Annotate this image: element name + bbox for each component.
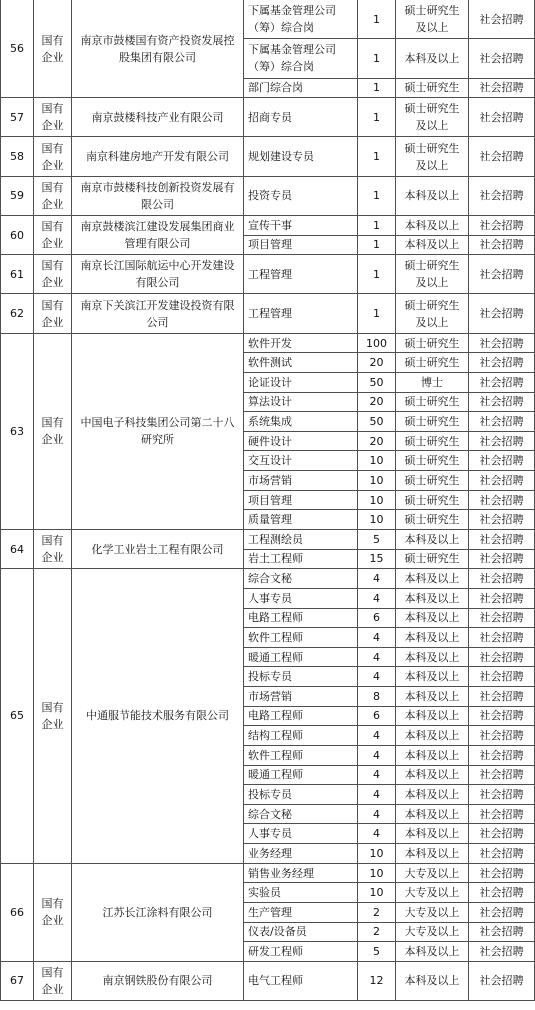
job-count: 10 bbox=[358, 471, 396, 491]
row-number: 56 bbox=[0, 0, 34, 98]
job-title: 电路工程师 bbox=[244, 609, 358, 629]
row-number: 64 bbox=[0, 530, 34, 569]
education-requirement: 本科及以上 bbox=[396, 844, 469, 864]
job-title: 宣传干事 bbox=[244, 216, 358, 236]
job-count: 1 bbox=[358, 236, 396, 256]
education-requirement: 大专及以上 bbox=[396, 864, 469, 884]
job-title: 人事专员 bbox=[244, 589, 358, 609]
education-requirement: 博士 bbox=[396, 373, 469, 393]
job-count: 10 bbox=[358, 883, 396, 903]
education-requirement: 本科及以上 bbox=[396, 589, 469, 609]
recruitment-mode: 社会招聘 bbox=[469, 864, 535, 884]
recruitment-mode: 社会招聘 bbox=[469, 510, 535, 530]
recruitment-mode: 社会招聘 bbox=[469, 687, 535, 707]
education-requirement: 本科及以上 bbox=[396, 726, 469, 746]
education-requirement: 本科及以上 bbox=[396, 648, 469, 668]
recruitment-mode: 社会招聘 bbox=[469, 79, 535, 99]
education-requirement: 本科及以上 bbox=[396, 942, 469, 962]
job-title: 岩土工程师 bbox=[244, 550, 358, 570]
job-title: 投标专员 bbox=[244, 785, 358, 805]
education-requirement: 硕士研究生 bbox=[396, 451, 469, 471]
education-requirement: 硕士研究生 bbox=[396, 471, 469, 491]
education-requirement: 硕士研究生 及以上 bbox=[396, 98, 469, 137]
enterprise-type: 国有 企业 bbox=[34, 334, 72, 530]
education-requirement: 硕士研究生 bbox=[396, 353, 469, 373]
job-title: 硬件设计 bbox=[244, 432, 358, 452]
job-title: 实验员 bbox=[244, 883, 358, 903]
recruitment-mode: 社会招聘 bbox=[469, 98, 535, 137]
recruitment-mode: 社会招聘 bbox=[469, 589, 535, 609]
recruitment-mode: 社会招聘 bbox=[469, 334, 535, 354]
job-count: 1 bbox=[358, 79, 396, 99]
job-title: 工程管理 bbox=[244, 294, 358, 333]
education-requirement: 本科及以上 bbox=[396, 39, 469, 78]
job-count: 6 bbox=[358, 609, 396, 629]
recruitment-mode: 社会招聘 bbox=[469, 628, 535, 648]
job-count: 8 bbox=[358, 687, 396, 707]
job-title: 招商专员 bbox=[244, 98, 358, 137]
job-count: 4 bbox=[358, 628, 396, 648]
education-requirement: 硕士研究生 bbox=[396, 393, 469, 413]
job-title: 论证设计 bbox=[244, 373, 358, 393]
recruitment-mode: 社会招聘 bbox=[469, 883, 535, 903]
job-title: 质量管理 bbox=[244, 510, 358, 530]
job-title: 市场营销 bbox=[244, 687, 358, 707]
company-name: 江苏长江涂料有限公司 bbox=[72, 864, 244, 962]
enterprise-type: 国有 企业 bbox=[34, 569, 72, 863]
recruitment-mode: 社会招聘 bbox=[469, 824, 535, 844]
job-count: 4 bbox=[358, 766, 396, 786]
job-title: 规划建设专员 bbox=[244, 137, 358, 176]
job-title: 下属基金管理公司 （筹）综合岗 bbox=[244, 39, 358, 78]
enterprise-type: 国有 企业 bbox=[34, 137, 72, 176]
recruitment-mode: 社会招聘 bbox=[469, 137, 535, 176]
enterprise-type: 国有 企业 bbox=[34, 216, 72, 255]
job-count: 4 bbox=[358, 746, 396, 766]
recruitment-mode: 社会招聘 bbox=[469, 491, 535, 511]
job-title: 工程测绘员 bbox=[244, 530, 358, 550]
row-number: 66 bbox=[0, 864, 34, 962]
row-number: 63 bbox=[0, 334, 34, 530]
job-count: 1 bbox=[358, 98, 396, 137]
job-count: 20 bbox=[358, 353, 396, 373]
recruitment-mode: 社会招聘 bbox=[469, 412, 535, 432]
recruitment-mode: 社会招聘 bbox=[469, 667, 535, 687]
job-count: 4 bbox=[358, 824, 396, 844]
recruitment-mode: 社会招聘 bbox=[469, 471, 535, 491]
job-count: 10 bbox=[358, 864, 396, 884]
row-number: 65 bbox=[0, 569, 34, 863]
recruitment-mode: 社会招聘 bbox=[469, 707, 535, 727]
job-title: 人事专员 bbox=[244, 824, 358, 844]
job-count: 1 bbox=[358, 216, 396, 236]
recruitment-mode: 社会招聘 bbox=[469, 550, 535, 570]
job-title: 市场营销 bbox=[244, 471, 358, 491]
company-name: 南京下关滨江开发建设投资有限 公司 bbox=[72, 294, 244, 333]
job-title: 电路工程师 bbox=[244, 707, 358, 727]
job-count: 1 bbox=[358, 0, 396, 39]
job-title: 算法设计 bbox=[244, 393, 358, 413]
education-requirement: 本科及以上 bbox=[396, 687, 469, 707]
education-requirement: 本科及以上 bbox=[396, 707, 469, 727]
job-count: 4 bbox=[358, 785, 396, 805]
recruitment-mode: 社会招聘 bbox=[469, 451, 535, 471]
recruitment-mode: 社会招聘 bbox=[469, 903, 535, 923]
row-number: 58 bbox=[0, 137, 34, 176]
enterprise-type: 国有 企业 bbox=[34, 0, 72, 98]
recruitment-mode: 社会招聘 bbox=[469, 177, 535, 216]
job-title: 工程管理 bbox=[244, 255, 358, 294]
recruitment-mode: 社会招聘 bbox=[469, 373, 535, 393]
education-requirement: 硕士研究生 bbox=[396, 550, 469, 570]
recruitment-mode: 社会招聘 bbox=[469, 432, 535, 452]
job-count: 2 bbox=[358, 923, 396, 943]
job-title: 暖通工程师 bbox=[244, 648, 358, 668]
enterprise-type: 国有 企业 bbox=[34, 962, 72, 1001]
recruitment-mode: 社会招聘 bbox=[469, 923, 535, 943]
job-count: 20 bbox=[358, 393, 396, 413]
job-title: 软件测试 bbox=[244, 353, 358, 373]
company-name: 南京市鼓楼国有资产投资发展控 股集团有限公司 bbox=[72, 0, 244, 98]
job-count: 5 bbox=[358, 942, 396, 962]
job-count: 50 bbox=[358, 412, 396, 432]
education-requirement: 本科及以上 bbox=[396, 628, 469, 648]
job-count: 100 bbox=[358, 334, 396, 354]
row-number: 60 bbox=[0, 216, 34, 255]
education-requirement: 硕士研究生 bbox=[396, 334, 469, 354]
education-requirement: 本科及以上 bbox=[396, 216, 469, 236]
education-requirement: 本科及以上 bbox=[396, 785, 469, 805]
education-requirement: 本科及以上 bbox=[396, 667, 469, 687]
education-requirement: 本科及以上 bbox=[396, 236, 469, 256]
job-title: 投标专员 bbox=[244, 667, 358, 687]
job-count: 10 bbox=[358, 844, 396, 864]
education-requirement: 大专及以上 bbox=[396, 923, 469, 943]
enterprise-type: 国有 企业 bbox=[34, 98, 72, 137]
company-name: 化学工业岩土工程有限公司 bbox=[72, 530, 244, 569]
job-count: 1 bbox=[358, 137, 396, 176]
job-title: 暖通工程师 bbox=[244, 766, 358, 786]
education-requirement: 硕士研究生 bbox=[396, 491, 469, 511]
enterprise-type: 国有 企业 bbox=[34, 294, 72, 333]
education-requirement: 本科及以上 bbox=[396, 609, 469, 629]
job-title: 业务经理 bbox=[244, 844, 358, 864]
row-number: 59 bbox=[0, 177, 34, 216]
job-count: 1 bbox=[358, 39, 396, 78]
recruitment-mode: 社会招聘 bbox=[469, 393, 535, 413]
company-name: 南京鼓楼科技产业有限公司 bbox=[72, 98, 244, 137]
job-count: 10 bbox=[358, 491, 396, 511]
recruitment-mode: 社会招聘 bbox=[469, 766, 535, 786]
job-title: 项目管理 bbox=[244, 236, 358, 256]
recruitment-mode: 社会招聘 bbox=[469, 216, 535, 236]
education-requirement: 本科及以上 bbox=[396, 962, 469, 1001]
recruitment-mode: 社会招聘 bbox=[469, 942, 535, 962]
recruitment-mode: 社会招聘 bbox=[469, 236, 535, 256]
enterprise-type: 国有 企业 bbox=[34, 864, 72, 962]
job-title: 综合文秘 bbox=[244, 805, 358, 825]
recruitment-mode: 社会招聘 bbox=[469, 255, 535, 294]
education-requirement: 本科及以上 bbox=[396, 824, 469, 844]
education-requirement: 本科及以上 bbox=[396, 766, 469, 786]
job-count: 4 bbox=[358, 805, 396, 825]
company-name: 南京钢铁股份有限公司 bbox=[72, 962, 244, 1001]
job-count: 2 bbox=[358, 903, 396, 923]
job-title: 部门综合岗 bbox=[244, 79, 358, 99]
recruitment-mode: 社会招聘 bbox=[469, 609, 535, 629]
education-requirement: 大专及以上 bbox=[396, 883, 469, 903]
job-count: 4 bbox=[358, 726, 396, 746]
recruitment-mode: 社会招聘 bbox=[469, 726, 535, 746]
recruitment-mode: 社会招聘 bbox=[469, 530, 535, 550]
job-count: 4 bbox=[358, 667, 396, 687]
education-requirement: 硕士研究生 bbox=[396, 432, 469, 452]
job-title: 投资专员 bbox=[244, 177, 358, 216]
job-count: 1 bbox=[358, 294, 396, 333]
job-title: 仪表/设备员 bbox=[244, 923, 358, 943]
job-count: 12 bbox=[358, 962, 396, 1001]
education-requirement: 本科及以上 bbox=[396, 530, 469, 550]
company-name: 南京市鼓楼科技创新投资发展有 限公司 bbox=[72, 177, 244, 216]
education-requirement: 硕士研究生 bbox=[396, 412, 469, 432]
job-title: 项目管理 bbox=[244, 491, 358, 511]
company-name: 南京科建房地产开发有限公司 bbox=[72, 137, 244, 176]
education-requirement: 硕士研究生 及以上 bbox=[396, 0, 469, 39]
job-title: 软件工程师 bbox=[244, 628, 358, 648]
job-title: 生产管理 bbox=[244, 903, 358, 923]
job-count: 1 bbox=[358, 177, 396, 216]
recruitment-mode: 社会招聘 bbox=[469, 648, 535, 668]
education-requirement: 硕士研究生 及以上 bbox=[396, 294, 469, 333]
row-number: 57 bbox=[0, 98, 34, 137]
job-title: 软件开发 bbox=[244, 334, 358, 354]
job-count: 6 bbox=[358, 707, 396, 727]
job-title: 下属基金管理公司 （筹）综合岗 bbox=[244, 0, 358, 39]
education-requirement: 大专及以上 bbox=[396, 903, 469, 923]
recruitment-mode: 社会招聘 bbox=[469, 569, 535, 589]
row-number: 67 bbox=[0, 962, 34, 1001]
job-count: 10 bbox=[358, 510, 396, 530]
job-title: 研发工程师 bbox=[244, 942, 358, 962]
company-name: 中通服节能技术服务有限公司 bbox=[72, 569, 244, 863]
job-title: 系统集成 bbox=[244, 412, 358, 432]
recruitment-mode: 社会招聘 bbox=[469, 785, 535, 805]
enterprise-type: 国有 企业 bbox=[34, 530, 72, 569]
job-count: 1 bbox=[358, 255, 396, 294]
recruitment-mode: 社会招聘 bbox=[469, 844, 535, 864]
row-number: 61 bbox=[0, 255, 34, 294]
company-name: 中国电子科技集团公司第二十八 研究所 bbox=[72, 334, 244, 530]
recruitment-mode: 社会招聘 bbox=[469, 353, 535, 373]
recruitment-mode: 社会招聘 bbox=[469, 962, 535, 1001]
education-requirement: 本科及以上 bbox=[396, 746, 469, 766]
job-count: 4 bbox=[358, 569, 396, 589]
job-title: 销售业务经理 bbox=[244, 864, 358, 884]
recruitment-mode: 社会招聘 bbox=[469, 0, 535, 39]
job-count: 5 bbox=[358, 530, 396, 550]
job-title: 电气工程师 bbox=[244, 962, 358, 1001]
job-title: 综合文秘 bbox=[244, 569, 358, 589]
job-count: 4 bbox=[358, 648, 396, 668]
education-requirement: 硕士研究生 bbox=[396, 79, 469, 99]
job-count: 15 bbox=[358, 550, 396, 570]
education-requirement: 本科及以上 bbox=[396, 569, 469, 589]
recruitment-mode: 社会招聘 bbox=[469, 294, 535, 333]
job-title: 交互设计 bbox=[244, 451, 358, 471]
row-number: 62 bbox=[0, 294, 34, 333]
company-name: 南京鼓楼滨江建设发展集团商业 管理有限公司 bbox=[72, 216, 244, 255]
education-requirement: 硕士研究生 及以上 bbox=[396, 255, 469, 294]
recruitment-mode: 社会招聘 bbox=[469, 39, 535, 78]
job-count: 4 bbox=[358, 589, 396, 609]
enterprise-type: 国有 企业 bbox=[34, 177, 72, 216]
job-title: 结构工程师 bbox=[244, 726, 358, 746]
education-requirement: 硕士研究生 及以上 bbox=[396, 137, 469, 176]
company-name: 南京长江国际航运中心开发建设 有限公司 bbox=[72, 255, 244, 294]
education-requirement: 本科及以上 bbox=[396, 177, 469, 216]
education-requirement: 硕士研究生 bbox=[396, 510, 469, 530]
job-count: 50 bbox=[358, 373, 396, 393]
education-requirement: 本科及以上 bbox=[396, 805, 469, 825]
job-title: 软件工程师 bbox=[244, 746, 358, 766]
job-count: 10 bbox=[358, 451, 396, 471]
recruitment-mode: 社会招聘 bbox=[469, 746, 535, 766]
job-count: 20 bbox=[358, 432, 396, 452]
enterprise-type: 国有 企业 bbox=[34, 255, 72, 294]
recruitment-mode: 社会招聘 bbox=[469, 805, 535, 825]
